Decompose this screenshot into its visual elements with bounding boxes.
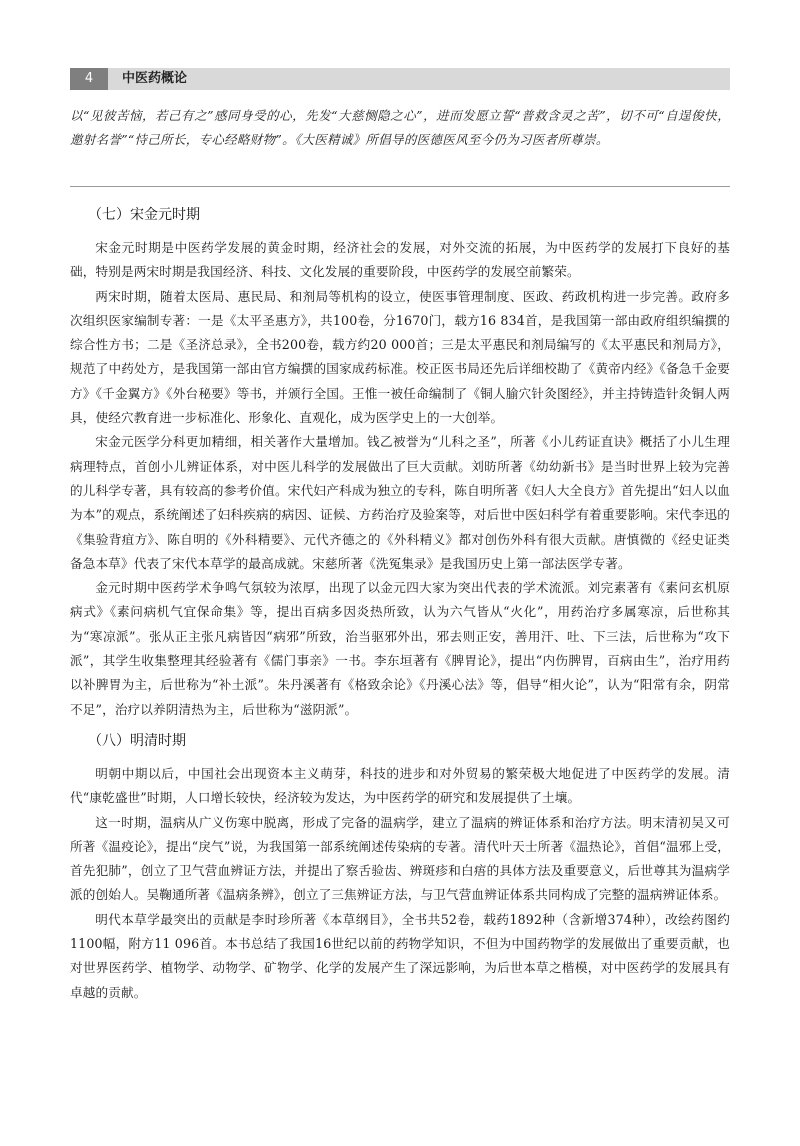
- paragraph: 金元时期中医药学术争鸣气氛较为浓厚，出现了以金元四大家为突出代表的学术流派。刘完素著有《素问玄机原病式》《素问病机气宜保命集》等，提出百病多因炎热所致，认为六气皆从“火化”，用药治疗多属寒凉，后世称其为“寒凉派”。张从正主张凡病皆因“病邪”所致，治当驱邪外出，邪去则正安，善用汗、吐、下三法，后世称为“攻下派”，其学生收集整理其经验著有《儒门事亲》一书。李东垣著有《脾胃论》，提出“内伤脾胃，百病由生”，治疗用药以补脾胃为主，后世称为“补土派”。朱丹溪著有《格致余论》《丹溪心法》等，倡导“相火论”，认为“阳常有余，阴常不足”，治疗以养阴清热为主，后世称为“滋阴派”。: [70, 580, 730, 717]
- quote-paragraph: 以“见彼苦恼，若己有之”感同身受的心，先发“大慈恻隐之心”，进而发愿立誓“普救含灵之苦”，切不可“自逞俊快，邀射名誉”“恃己所长，专心经略财物”。《大医精诚》所倡导的医德医风至今仍为习医者所尊崇。: [70, 108, 730, 147]
- section-ming-qing: [70, 730, 730, 1005]
- paragraph: 两宋时期，随着太医局、惠民局、和剂局等机构的设立，使医事管理制度、医政、药政机构进一步完善。政府多次组织医家编制专著：一是《太平圣惠方》，共100卷，分1670门，载方16 834首，是我国第一部由政府组织编撰的综合性方书；二是《圣济总录》，全书200卷，载方约20 000首；三是太平惠民和剂局编写的《太平惠民和剂局方》，规范了中药处方，是我国第一部由官方编撰的国家成药标准。校正医书局还先后详细校勘了《黄帝内经》《备急千金要方》《千金翼方》《外台秘要》等书，并颁行全国。王惟一被任命编制了《铜人腧穴针灸图经》，并主持铸造针灸铜人两具，使经穴教育进一步标准化、形象化、直观化，成为医学史上的一大创举。: [70, 288, 730, 426]
- running-title: 中医药概论: [122, 71, 188, 86]
- section-heading: （七）宋金元时期: [88, 207, 200, 223]
- section-song-jin-yuan: [70, 204, 730, 722]
- paragraph: 明代本草学最突出的贡献是李时珍所著《本草纲目》，全书共52卷，载药1892种（含新增374种），改绘药图约1100幅，附方11 096首。本书总结了我国16世纪以前的药物学知识，不但为中国药物学的发展做出了重要贡献，也对世界医药学、植物学、动物学、矿物学、化学的发展产生了深远影响，为后世本草之楷模，对中医药学的发展具有卓越的贡献。: [70, 911, 730, 1000]
- divider: [70, 186, 730, 187]
- main-content: [70, 196, 730, 1005]
- paragraph: 这一时期，温病从广义伤寒中脱离，形成了完备的温病学，建立了温病的辨证体系和治疗方法。明末清初吴又可所著《温疫论》，提出“戾气”说，为我国第一部系统阐述传染病的专著。清代叶天士所著《温热论》，首倡“温邪上受，首先犯肺”，创立了卫气营血辨证方法，并提出了察舌验齿、辨斑疹和白痦的具体方法及重要意义，后世尊其为温病学派的创始人。吴鞠通所著《温病条辨》，创立了三焦辨证方法，与卫气营血辨证体系共同构成了完整的温病辨证体系。: [70, 814, 730, 903]
- paragraph: 明朝中期以后，中国社会出现资本主义萌芽，科技的进步和对外贸易的繁荣极大地促进了中医药学的发展。清代“康乾盛世”时期，人口增长较快，经济较为发达，为中医药学的研究和发展提供了土壤。: [70, 765, 730, 806]
- section-heading: （八）明清时期: [88, 732, 186, 749]
- quote-block: [70, 104, 730, 152]
- page-number: 4: [70, 68, 108, 90]
- paragraph: 宋金元时期是中医药学发展的黄金时期，经济社会的发展，对外交流的拓展，为中医药学的发展打下良好的基础，特别是两宋时期是我国经济、科技、文化发展的重要阶段，中医药学的发展空前繁荣。: [70, 240, 730, 280]
- paragraph: 宋金元医学分科更加精细，相关著作大量增加。钱乙被誉为“儿科之圣”，所著《小儿药证直诀》概括了小儿生理病理特点，首创小儿辨证体系，对中医儿科学的发展做出了巨大贡献。刘昉所著《幼幼新书》是当时世界上较为完善的儿科学专著，具有较高的参考价值。宋代妇产科成为独立的专科，陈自明所著《妇人大全良方》首先提出“妇人以血为本”的观点，系统阐述了妇科疾病的病因、证候、方药治疗及验案等，对后世中医妇科学有着重要影响。宋代李迅的《集验背疽方》、陈自明的《外科精要》、元代齐德之的《外科精义》都对创伤外科有很大贡献。唐慎微的《经史证类备急本草》代表了宋代本草学的最高成就。宋慈所著《洗冤集录》是我国历史上第一部法医学专著。: [70, 434, 730, 571]
